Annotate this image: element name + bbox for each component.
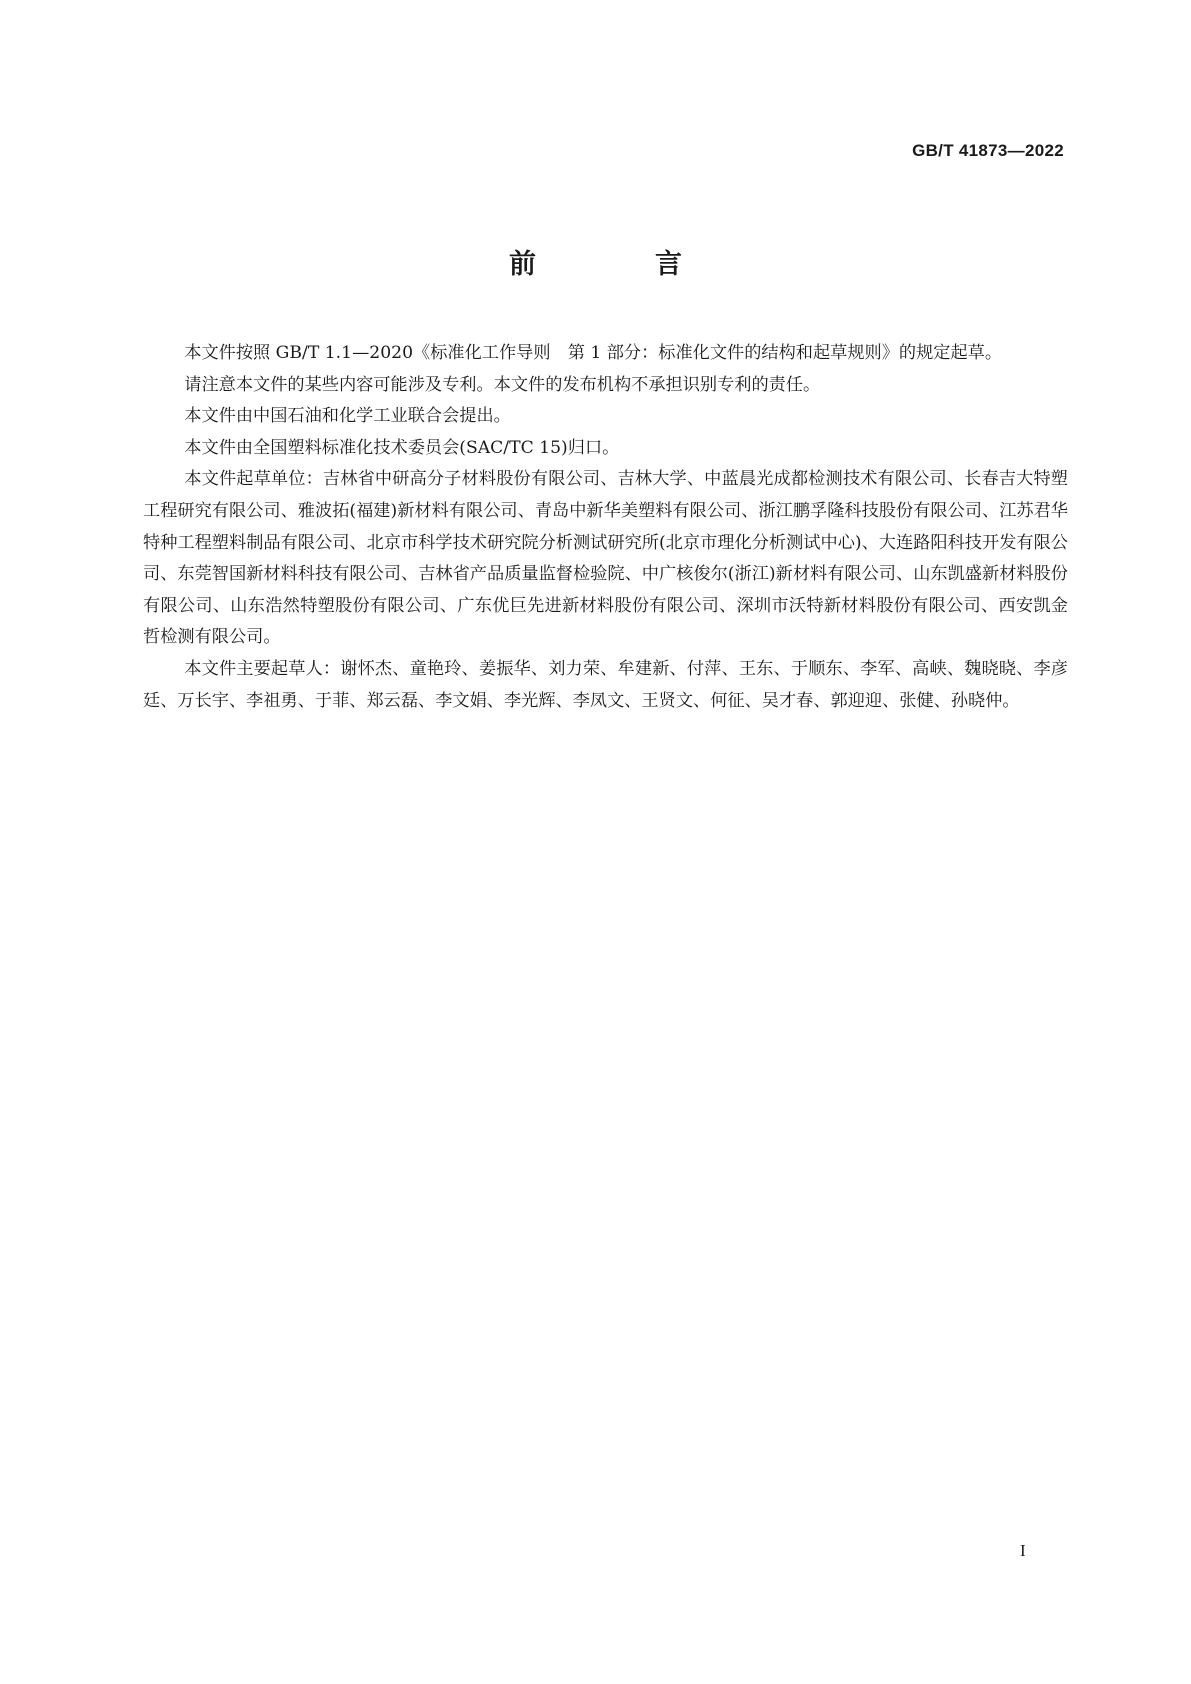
paragraph-drafting-units: 本文件起草单位：吉林省中研高分子材料股份有限公司、吉林大学、中蓝晨光成都检测技术有限公司、长春吉大特塑工程研究有限公司、雅波拓(福建)新材料有限公司、青岛中新华美塑料有限公司、浙江鹏孚隆科技股份有限公司、江苏君华特种工程塑料制品有限公司、北京市科学技术研究院分析测试研究所(北京市理化分析测试中心)、大连路阳科技开发有限公司、东莞智国新材料科技有限公司、吉林省产品质量监督检验院、中广核俊尔(浙江)新材料有限公司、山东凯盛新材料股份有限公司、山东浩然特塑股份有限公司、广东优巨先进新材料股份有限公司、深圳市沃特新材料股份有限公司、西安凯金哲检测有限公司。 <box>143 469 1068 648</box>
paragraph-drafters: 本文件主要起草人：谢怀杰、童艳玲、姜振华、刘力荣、牟建新、付萍、王东、于顺东、李军、高峡、魏晓晓、李彦廷、万长宇、李祖勇、于菲、郑云磊、李文娟、李光辉、李凤文、王贤文、何征、吴才春、郭迎迎、张健、孙晓仲。 <box>143 658 1068 711</box>
paragraph-committee: 本文件由全国塑料标准化技术委员会(SAC/TC 15)归口。 <box>184 437 620 458</box>
paragraph-proposer: 本文件由中国石油和化学工业联合会提出。 <box>184 406 511 427</box>
page-title: 前 言 <box>509 249 728 280</box>
standard-code: GB/T 41873—2022 <box>912 141 1064 160</box>
page-number: I <box>1020 1541 1026 1560</box>
paragraph-drafting-rules: 本文件按照 GB/T 1.1—2020《标准化工作导则 第 1 部分：标准化文件的结构和起草规则》的规定起草。 <box>184 343 1003 363</box>
document-body <box>143 338 1068 717</box>
paragraph-patent-notice: 请注意本文件的某些内容可能涉及专利。本文件的发布机构不承担识别专利的责任。 <box>184 374 821 395</box>
